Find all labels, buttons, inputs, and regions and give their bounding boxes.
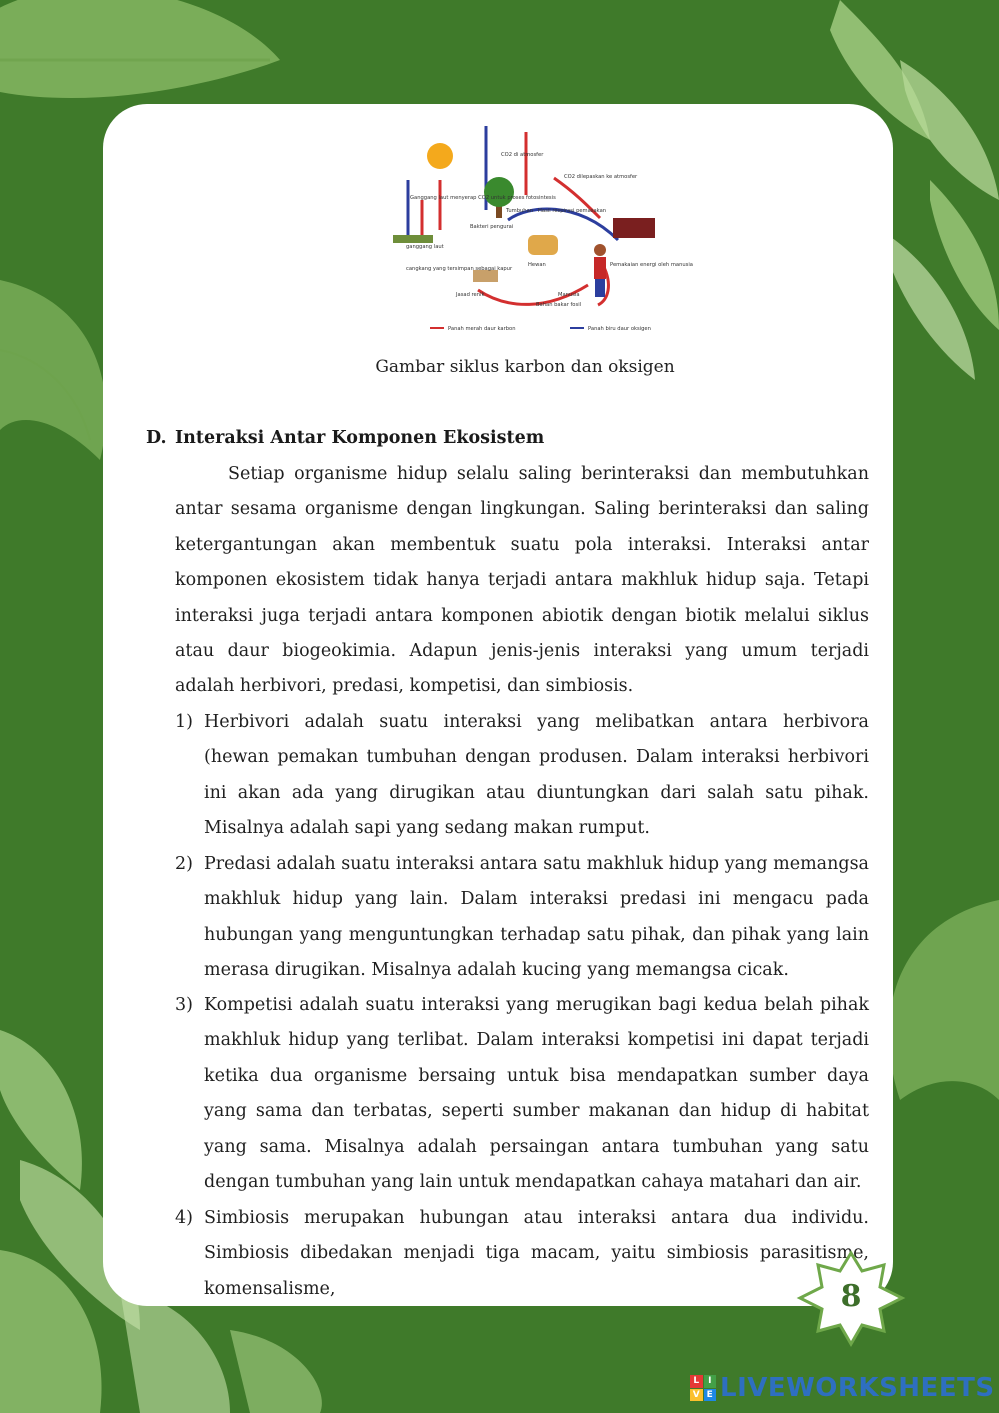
label-combustion: Hasil respirasi pemasakan: [538, 208, 607, 214]
label-shells: cangkang yang tersimpan sebagai kapur: [406, 266, 513, 272]
carbon-cycle-diagram: [378, 120, 693, 348]
list-item: [175, 705, 869, 847]
list-text: Predasi adalah suatu interaksi antara satu makhluk hidup yang memangsa makhluk hidup yang lain. Dalam interaksi predasi ini mengacu pada hubungan yang menguntungkan terhadap satu pihak, dan pihak yang lain merasa dirugikan. Misalnya adalah kucing yang memangsa cicak.: [204, 854, 869, 981]
brand-logo-letter: L: [690, 1375, 703, 1388]
list-item: [175, 988, 869, 1200]
liveworksheets-brand[interactable]: [690, 1370, 995, 1406]
list-item: [175, 847, 869, 989]
label-plants: Tumbuhan: [506, 208, 534, 214]
legend-red: Panah merah daur karbon: [448, 326, 516, 332]
label-humans: Manusia: [558, 292, 580, 298]
intro-paragraph: Setiap organisme hidup selalu saling berinteraksi dan membutuhkan antar sesama organisme dengan lingkungan. Saling berinteraksi dan saling ketergantungan akan membentuk suatu pola interaksi. Interaksi antar komponen ekosistem tidak hanya terjadi antara makhluk hidup saja. Tetapi interaksi juga terjadi antara komponen abiotik dengan biotik melalui siklus atau daur biogeokimia. Adapun jenis-jenis interaksi yang umum terjadi adalah herbivori, predasi, kompetisi, dan simbiosis.: [175, 464, 869, 697]
figure-caption: Gambar siklus karbon dan oksigen: [375, 357, 675, 377]
brand-logo-letter: E: [704, 1389, 717, 1402]
label-microbes: Jasad renik: [456, 292, 485, 298]
label-seaweed: Ganggang laut menyerap CO2 untuk proses fotosintesis: [410, 195, 556, 201]
brand-logo-icon: [690, 1375, 716, 1401]
brand-name: LIVEWORKSHEETS: [720, 1373, 995, 1403]
label-energy: Pemakaian energi oleh manusia: [610, 262, 693, 268]
list-text: Herbivori adalah suatu interaksi yang melibatkan antara herbivora (hewan pemakan tumbuhan dengan produsen. Dalam interaksi herbivori ini akan ada yang dirugikan atau diuntungkan dari salah satu pihak. Misalnya adalah sapi yang sedang makan rumput.: [204, 712, 869, 839]
person-icon: [594, 244, 606, 256]
label-animals: Hewan: [528, 262, 546, 268]
cow-icon: [528, 235, 558, 255]
list-number: 1): [175, 712, 193, 732]
sun-icon: [427, 143, 453, 169]
list-number: 2): [175, 854, 193, 874]
label-fossil: Bahan bakar fosil: [536, 302, 582, 308]
section-heading: [146, 428, 544, 448]
brand-logo-letter: I: [704, 1375, 717, 1388]
factory-icon: [613, 218, 655, 238]
section-letter: D.: [146, 428, 167, 448]
page-number: 8: [840, 1279, 862, 1314]
section-title: Interaksi Antar Komponen Ekosistem: [175, 428, 545, 448]
tree-icon: [484, 177, 514, 207]
list-number: 3): [175, 995, 193, 1015]
list-item: [175, 1201, 869, 1307]
list-number: 4): [175, 1208, 193, 1228]
label-bacteria: Bakteri pengurai: [470, 224, 514, 230]
label-co2-released: CO2 dilepaskan ke atmosfer: [564, 174, 638, 180]
label-co2-atm: CO2 di atmosfer: [501, 152, 544, 158]
list-text: Simbiosis merupakan hubungan atau interaksi antara dua individu. Simbiosis dibedakan menjadi tiga macam, yaitu simbiosis parasitisme, komensalisme,: [204, 1208, 869, 1299]
list-text: Kompetisi adalah suatu interaksi yang merugikan bagi kedua belah pihak makhluk hidup yang terlibat. Dalam interaksi kompetisi ini dapat terjadi ketika dua organisme bersaing untuk bisa mendapatkan sumber daya yang sama dan terbatas, seperti sumber makanan dan hidup di habitat yang sama. Misalnya adalah persaingan antara tumbuhan yang satu dengan tumbuhan yang lain untuk mendapatkan cahaya matahari dan air.: [204, 995, 869, 1193]
legend-blue: Panah biru daur oksigen: [588, 326, 651, 332]
label-seaweed2: ganggang laut: [406, 244, 444, 250]
brand-logo-letter: V: [690, 1389, 703, 1402]
